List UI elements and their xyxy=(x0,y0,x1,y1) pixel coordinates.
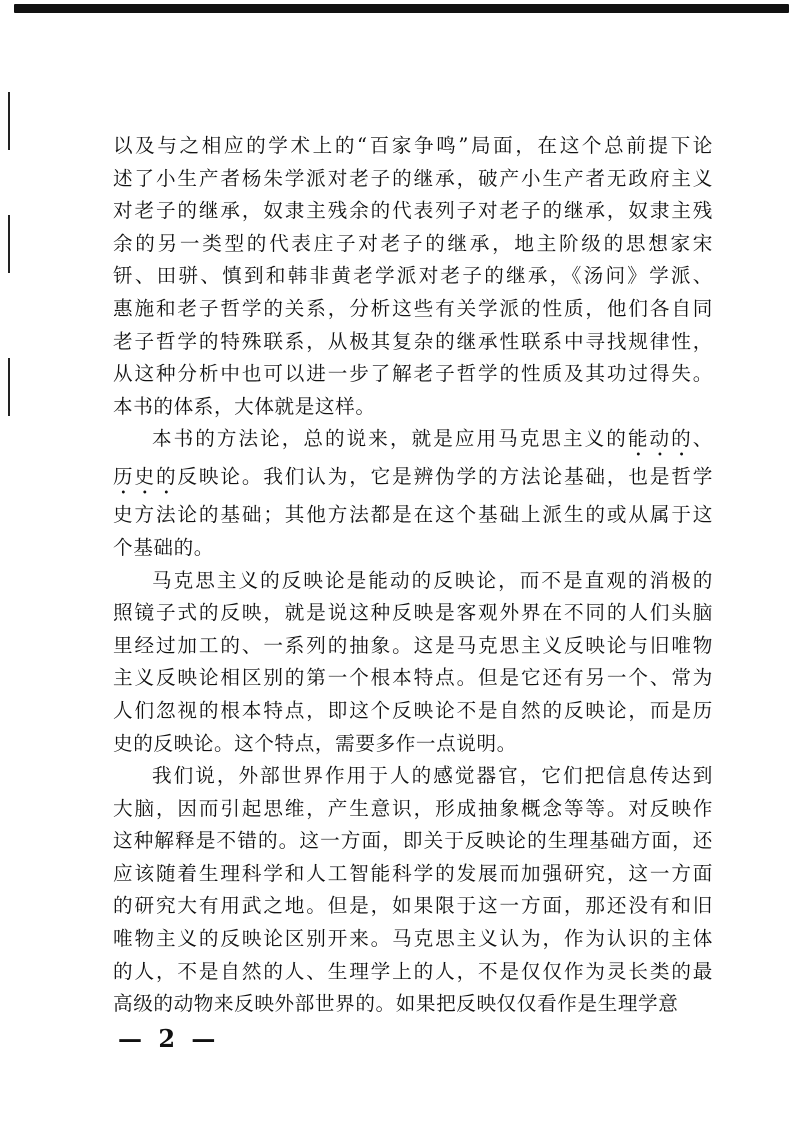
text-line: 应该随着生理科学和人工智能科学的发展而加强研究，这一方面 xyxy=(113,861,713,885)
margin-mark-2 xyxy=(8,215,10,273)
text-line: 历史的反映论。我们认为，它是辨伪学的方法论基础，也是哲学 xyxy=(113,465,713,489)
text-line: 我们说，外部世界作用于人的感觉器官，它们把信息传达到 xyxy=(152,764,713,788)
text-line: 大脑，因而引起思维，产生意识，形成抽象概念等等。对反映作 xyxy=(113,796,713,820)
text-line: 本书的方法论，总的说来，就是应用马克思主义的能动的、 xyxy=(152,427,713,451)
top-border-rule xyxy=(14,4,789,13)
text-line: 述了小生产者杨朱学派对老子的继承，破产小生产者无政府主义 xyxy=(113,166,713,190)
paragraph-3 xyxy=(113,565,713,761)
text-line: 个基础的。 xyxy=(113,535,214,559)
text-line: 本书的体系，大体就是这样。 xyxy=(113,394,376,418)
text-line: 这种解释是不错的。这一方面，即关于反映论的生理基础方面，还 xyxy=(113,829,713,853)
text-line: 对老子的继承，奴隶主残余的代表列子对老子的继承，奴隶主残 xyxy=(113,199,713,223)
page-number: — 2 — xyxy=(118,1024,220,1053)
body-text xyxy=(113,130,713,1021)
text-line: 人们忽视的根本特点，即这个反映论不是自然的反映论，而是历 xyxy=(113,698,713,722)
text-line: 余的另一类型的代表庄子对老子的继承，地主阶级的思想家宋 xyxy=(113,231,713,255)
text-line: 老子哲学的特殊联系，从极其复杂的继承性联系中寻找规律性， xyxy=(113,329,713,353)
emphasized-text: 历史的 xyxy=(113,465,178,489)
text-line: 马克思主义的反映论是能动的反映论，而不是直观的消极的 xyxy=(152,568,713,592)
text-line: 以及与之相应的学术上的“百家争鸣”局面，在这个总前提下论 xyxy=(113,134,713,157)
text-line: 唯物主义的反映论区别开来。马克思主义认为，作为认识的主体 xyxy=(113,927,713,951)
paragraph-2 xyxy=(113,423,713,564)
paragraph-4 xyxy=(113,760,713,1021)
text-line: 史方法论的基础；其他方法都是在这个基础上派生的或从属于这 xyxy=(113,503,713,527)
text-line: 的研究大有用武之地。但是，如果限于这一方面，那还没有和旧 xyxy=(113,894,713,918)
text-line: 惠施和老子哲学的关系，分析这些有关学派的性质，他们各自同 xyxy=(113,296,713,320)
paragraph-1 xyxy=(113,130,713,423)
text-line: 的人，不是自然的人、生理学上的人，不是仅仅作为灵长类的最 xyxy=(113,959,713,983)
text-line: 高级的动物来反映外部世界的。如果把反映仅仅看作是生理学意 xyxy=(113,992,679,1016)
text-line: 史的反映论。这个特点，需要多作一点说明。 xyxy=(113,731,517,755)
emphasized-text: 能动的 xyxy=(627,427,693,451)
margin-mark-1 xyxy=(8,92,10,150)
text-line: 里经过加工的、一系列的抽象。这是马克思主义反映论与旧唯物 xyxy=(113,633,713,657)
text-line: 主义反映论相区别的第一个根本特点。但是它还有另一个、常为 xyxy=(113,666,713,690)
text-line: 照镜子式的反映，就是说这种反映是客观外界在不同的人们头脑 xyxy=(113,601,713,625)
text-line: 从这种分析中也可以进一步了解老子哲学的性质及其功过得失。 xyxy=(113,362,713,386)
margin-mark-3 xyxy=(8,358,10,416)
text-line: 钘、田骈、慎到和韩非黄老学派对老子的继承，《汤问》学派、 xyxy=(113,264,713,288)
